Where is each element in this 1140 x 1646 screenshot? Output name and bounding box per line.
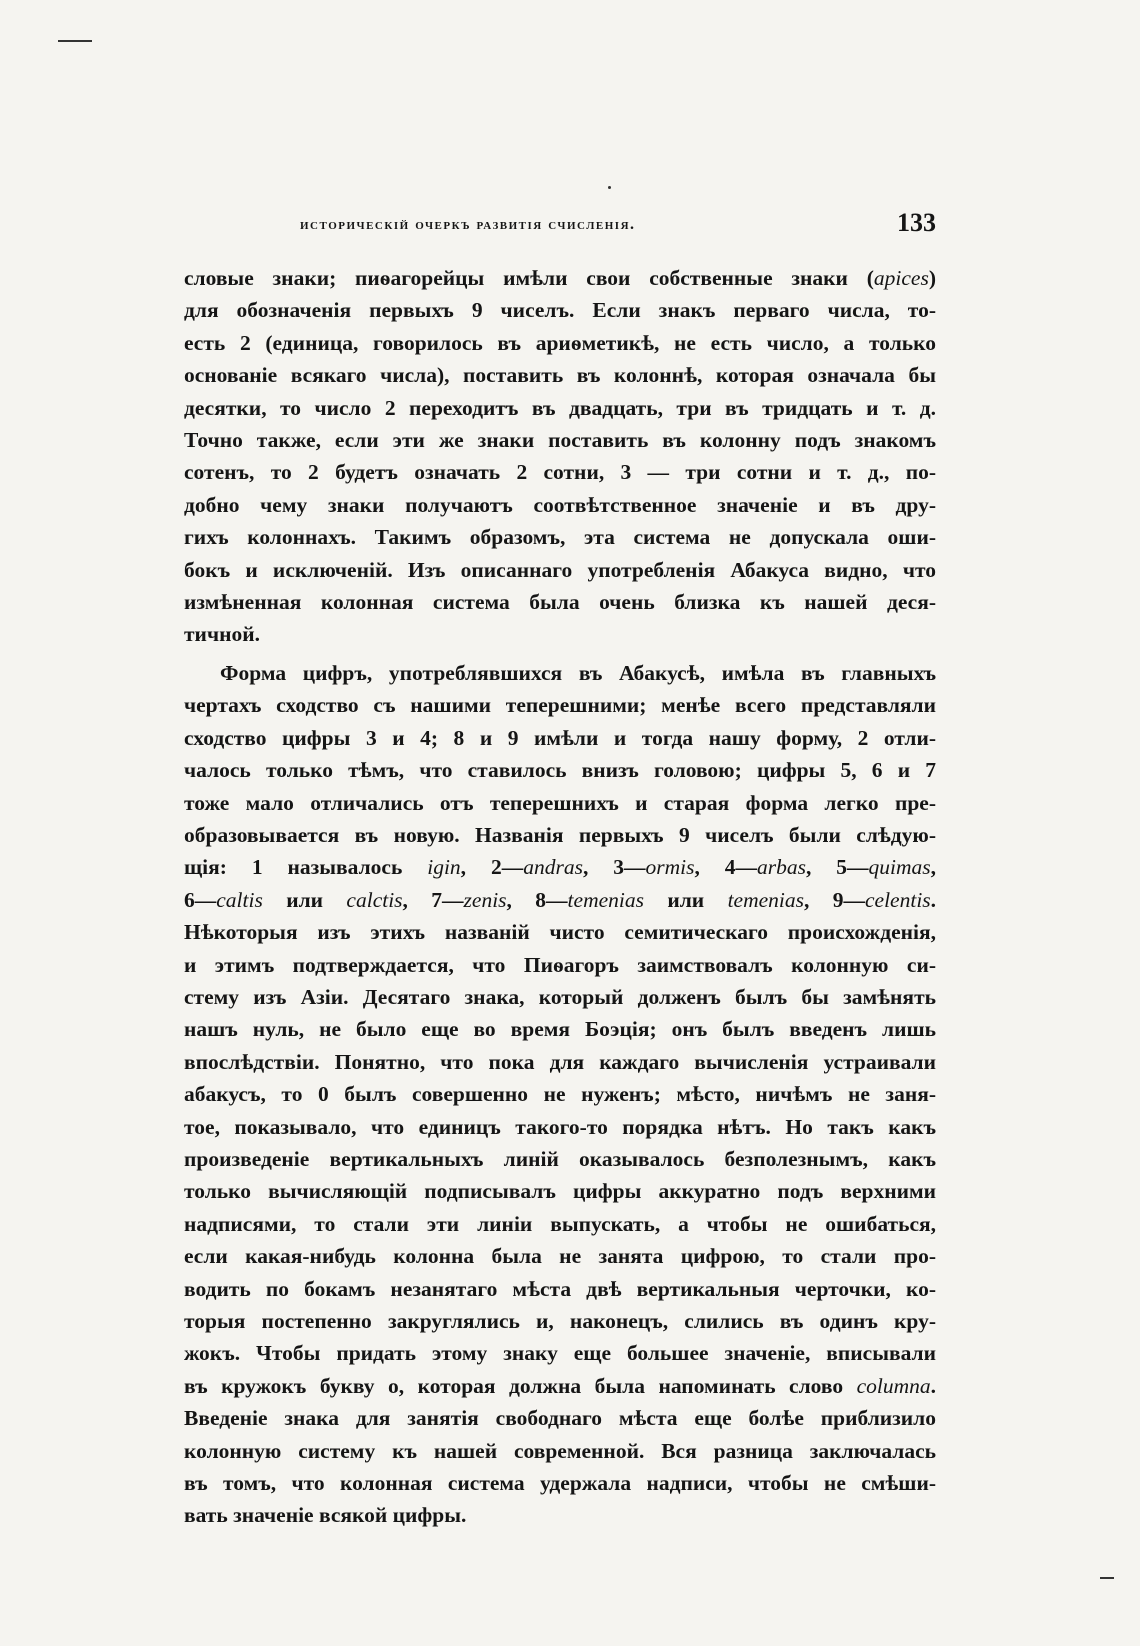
text-line: образовывается въ новую. Названія первыхъ 9 чиселъ были слѣдую- — [184, 822, 936, 847]
page-header — [300, 208, 936, 242]
text-line: щія: 1 называлось igin, 2—andras, 3—ormis, 4—arbas, 5—quimas, — [184, 855, 936, 880]
text-line: нашъ нуль, не было еще во время Боэція; онъ былъ введенъ лишь — [184, 1017, 936, 1042]
text-line: чалось только тѣмъ, что ставилось внизъ головою; цифры 5, 6 и 7 — [184, 758, 936, 783]
text-line: жокъ. Чтобы придать этому знаку еще большее значеніе, вписывали — [184, 1341, 936, 1366]
text-line: десятки, то число 2 переходитъ въ двадцать, три въ тридцать и т. д. — [184, 395, 936, 420]
text-line: добно чему знаки получаютъ соотвѣтственное значеніе и въ дру- — [184, 492, 936, 517]
scan-mark — [58, 40, 92, 42]
text-line: Введеніе знака для занятія свободнаго мѣста еще болѣе приблизило — [184, 1406, 936, 1431]
text-line: Нѣкоторыя изъ этихъ названій чисто семитическаго происхожденія, — [184, 920, 936, 945]
text-line: словые знаки; пиѳагорейцы имѣли свои собственные знаки (apices) — [184, 266, 936, 290]
text-line: водить по бокамъ незанятаго мѣста двѣ вертикальныя черточки, ко- — [184, 1276, 936, 1301]
text-line: абакусъ, то 0 былъ совершенно не нуженъ; мѣсто, ничѣмъ не заня- — [184, 1082, 936, 1107]
text-line: тое, показывало, что единицъ такого-то порядка нѣтъ. Но такъ какъ — [184, 1114, 936, 1139]
paragraph — [184, 657, 936, 1532]
scan-speck — [608, 186, 611, 189]
text-line: въ томъ, что колонная система удержала надписи, чтобы не смѣши- — [184, 1471, 936, 1496]
text-line: для обозначенія первыхъ 9 чиселъ. Если знакъ перваго числа, то- — [184, 298, 936, 323]
text-line: надписями, то стали эти линіи выпускать, а чтобы не ошибаться, — [184, 1211, 936, 1236]
text-line: только вычисляющій подписывалъ цифры аккуратно подъ верхними — [184, 1179, 936, 1204]
text-line: бокъ и исключеній. Изъ описаннаго употребленія Абакуса видно, что — [184, 557, 936, 582]
text-line: впослѣдствіи. Понятно, что пока для каждаго вычисленія устраивали — [184, 1049, 936, 1074]
page-number: 133 — [897, 208, 936, 237]
text-line: гихъ колоннахъ. Такимъ образомъ, эта система не допускала оши- — [184, 525, 936, 550]
text-line: Точно также, если эти же знаки поставить въ колонну подъ знакомъ — [184, 428, 936, 453]
text-line: основаніе всякаго числа), поставить въ колоннѣ, которая означала бы — [184, 363, 936, 388]
text-line: чертахъ сходство съ нашими теперешними; менѣе всего представляли — [184, 693, 936, 718]
text-line: 6—caltis или calctis, 7—zenis, 8—temenias или temenias, 9—celentis. — [184, 887, 937, 912]
scan-mark — [1100, 1577, 1114, 1579]
text-line: сходство цифры 3 и 4; 8 и 9 имѣли и тогда нашу форму, 2 отли- — [184, 725, 936, 750]
text-line: вать значеніе всякой цифры. — [184, 1503, 467, 1528]
paragraph — [184, 262, 936, 651]
text-line: въ кружокъ букву o, которая должна была напоминать слово columna. — [184, 1373, 936, 1398]
text-line: измѣненная колонная система была очень близка къ нашей деся- — [184, 590, 936, 615]
text-line: колонную систему къ нашей современной. Вся разница заключалась — [184, 1438, 936, 1463]
text-line: тоже мало отличались отъ теперешнихъ и старая форма легко пре- — [184, 790, 936, 815]
text-line: стему изъ Азіи. Десятаго знака, который долженъ былъ бы замѣнять — [184, 984, 936, 1009]
text-line: торыя постепенно закруглялись и, наконецъ, слились въ одинъ кру- — [184, 1309, 936, 1333]
running-title: историческій очеркъ развитія счисленія. — [300, 216, 636, 233]
text-line: сотенъ, то 2 будетъ означать 2 сотни, 3 — три сотни и т. д., по- — [184, 460, 936, 485]
text-line: и этимъ подтверждается, что Пиѳагоръ заимствовалъ колонную си- — [184, 952, 936, 977]
text-line: тичной. — [184, 622, 260, 647]
text-line: если какая-нибудь колонна была не занята цифрою, то стали про- — [184, 1244, 936, 1269]
text-line: есть 2 (единица, говорилось въ ариѳметикѣ, не есть число, а только — [184, 330, 936, 355]
text-line: произведеніе вертикальныхъ линій оказывалось безполезнымъ, какъ — [184, 1146, 936, 1171]
body-text — [184, 262, 936, 1532]
text-line: Форма цифръ, употреблявшихся въ Абакусѣ, имѣла въ главныхъ — [220, 660, 936, 685]
